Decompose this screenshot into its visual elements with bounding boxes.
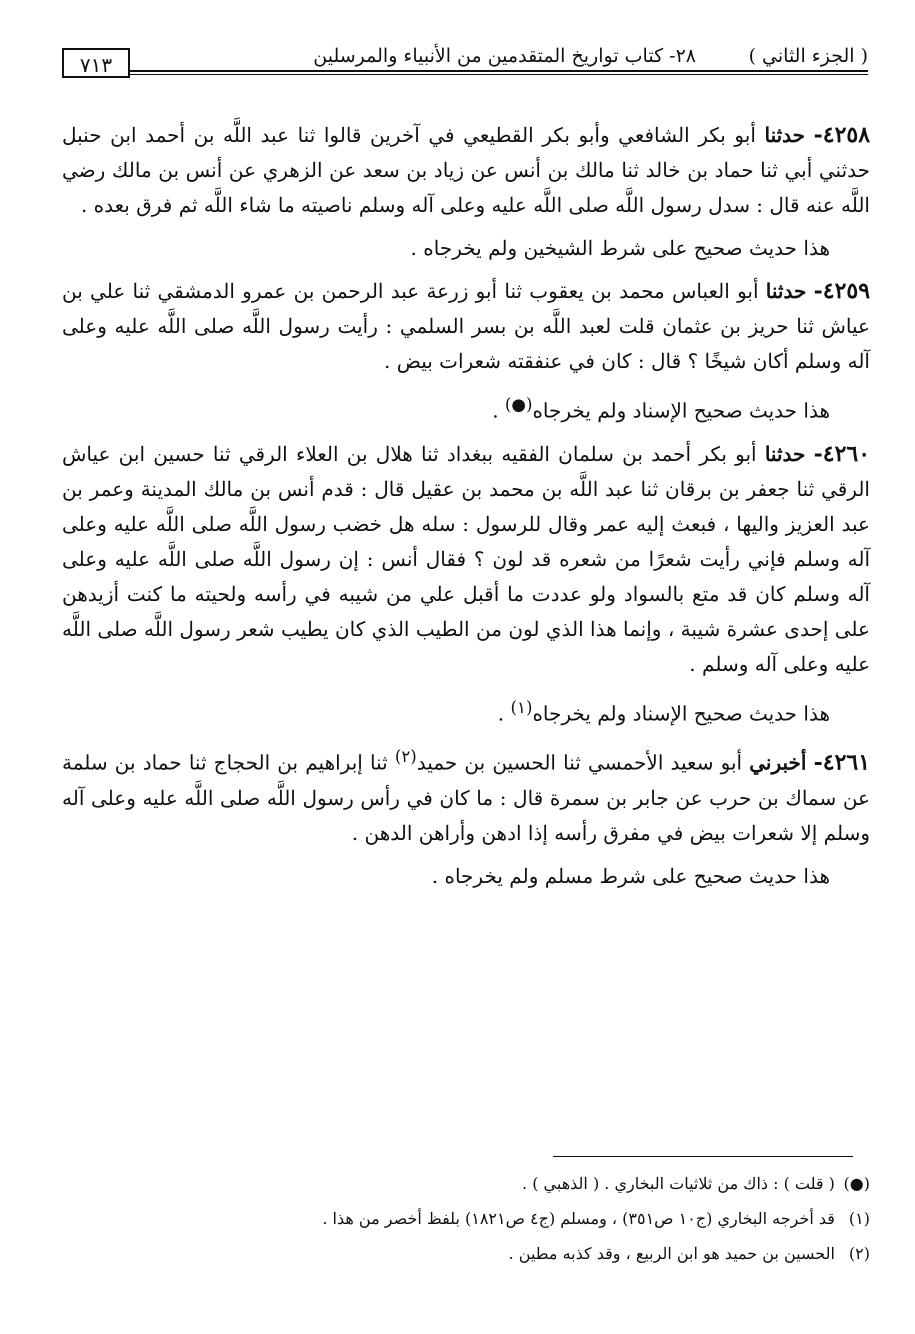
footnote-text: الحسين بن حميد هو ابن الربيع ، وقد كذبه مطين . — [508, 1244, 835, 1263]
hadith-verdict: هذا حديث صحيح على شرط مسلم ولم يخرجاه . — [431, 863, 830, 888]
footnotes — [62, 1166, 870, 1271]
footnote-mark: (●) — [843, 1174, 870, 1193]
hadith-number: ٤٢٥٨- — [813, 122, 871, 148]
chapter-title: ٢٨- كتاب تواريخ المتقدمين من الأنبياء والمرسلين — [313, 45, 696, 67]
hadith-lead: حدثنا — [764, 123, 806, 147]
footnote-text: قد أخرجه البخاري (ج١٠ ص٣٥١) ، ومسلم (ج٤ ص١٨٢١) بلفظ أخصر من هذا . — [322, 1209, 835, 1228]
page-number: ٧١٣ — [62, 48, 130, 78]
footnote-ref[interactable]: (٢) — [394, 747, 417, 767]
running-header — [62, 40, 868, 82]
hadith-text: أبو بكر الشافعي وأبو بكر القطيعي في آخرين قالوا ثنا عبد اللَّه بن أحمد ابن حنبل حدثني أبي ثنا حماد بن خالد ثنا مالك بن أنس عن زياد بن سعد عن الزهري عن أنس بن مالك رضي اللَّه عنه قال : سدل رسول اللَّه صلى اللَّه عليه وعلى آله وسلم ناصيته ما شاء اللَّه ثم فرق بعده . — [62, 123, 870, 217]
hadith-verdict: هذا حديث صحيح على شرط الشيخين ولم يخرجاه . — [410, 236, 830, 260]
footnote-mark: (٢) — [848, 1244, 870, 1263]
verdict-end: . — [497, 701, 511, 726]
volume-label: ( الجزء الثاني ) — [748, 45, 868, 67]
hadith-4260 — [62, 437, 870, 682]
hadith-text: أبو سعيد الأحمسي ثنا الحسين بن حميد — [416, 750, 743, 775]
hadith-4259 — [62, 274, 870, 379]
hadith-4258 — [62, 118, 870, 223]
hadith-number: ٤٢٦٠- — [813, 440, 871, 467]
hadith-lead: حدثنا — [765, 279, 807, 303]
hadith-lead: أخبرني — [749, 750, 807, 775]
footnote-item — [62, 1201, 870, 1236]
verdict-text: هذا حديث صحيح الإسناد ولم يخرجاه — [532, 398, 830, 423]
hadith-text-cont: ثنا إبراهيم بن الحجاج ثنا حماد بن سلمة عن سماك بن حرب عن جابر بن سمرة قال : ما كان في رأس رسول اللَّه صلى اللَّه عليه وعلى آله وسلم إلا شعرات بيض في مفرق رأسه إذا ادهن وأراهن الدهن . — [62, 750, 870, 845]
footnote-ref[interactable]: (●) — [504, 395, 533, 414]
hadith-text: أبو بكر أحمد بن سلمان الفقيه ببغداد ثنا هلال بن العلاء الرقي ثنا حسين ابن عياش الرقي ثنا جعفر بن برقان ثنا عبد اللَّه بن محمد بن عقيل قال : قدم أنس بن مالك المدينة وعمر بن عبد العزيز واليها ، فبعث إليه عمر وقال للرسول : سله هل خضب رسول اللَّه صلى اللَّه عليه وعلى آله وسلم فإني رأيت شعرًا من شعره قد لون ؟ فقال أنس : إن رسول اللَّه صلى اللَّه عليه وعلى آله وسلم كان قد متع بالسواد ولو عددت ما أقبل علي من شيبه في رأسه ولحيته ما كنت أزيدهن على إحدى عشرة شيبة ، وإنما هذا الذي لون من الطيب الذي كان يطيب شعر رسول اللَّه صلى اللَّه عليه وعلى آله وسلم . — [62, 441, 870, 676]
hadith-number: ٤٢٥٩- — [813, 278, 871, 304]
verdict-text: هذا حديث صحيح الإسناد ولم يخرجاه — [532, 701, 830, 726]
footnote-mark: (١) — [848, 1209, 870, 1228]
header-rule — [130, 70, 868, 72]
hadith-verdict — [62, 387, 870, 429]
footnote-text: ( قلت ) : ذاك من ثلاثيات البخاري . ( الذهبي ) . — [522, 1174, 835, 1193]
footnote-item — [62, 1236, 870, 1271]
hadith-text: أبو العباس محمد بن يعقوب ثنا أبو زرعة عبد الرحمن بن عمرو الدمشقي ثنا علي بن عياش ثنا حريز بن عثمان قلت لعبد اللَّه بن بسر السلمي : رأيت رسول اللَّه صلى اللَّه عليه وعلى آله وسلم أكان شيخًا ؟ قال : كان في عنفقته شعرات بيض . — [62, 279, 870, 373]
footnote-separator — [553, 1156, 853, 1157]
header-rule-thin — [130, 74, 868, 75]
footnote-item — [62, 1166, 870, 1201]
hadith-4261 — [62, 739, 870, 851]
verdict-end: . — [492, 398, 505, 423]
footnote-ref[interactable]: (١) — [510, 697, 533, 717]
hadith-number: ٤٢٦١- — [813, 749, 871, 776]
main-text — [62, 118, 870, 902]
hadith-lead: حدثنا — [764, 441, 806, 466]
hadith-verdict — [62, 690, 870, 732]
